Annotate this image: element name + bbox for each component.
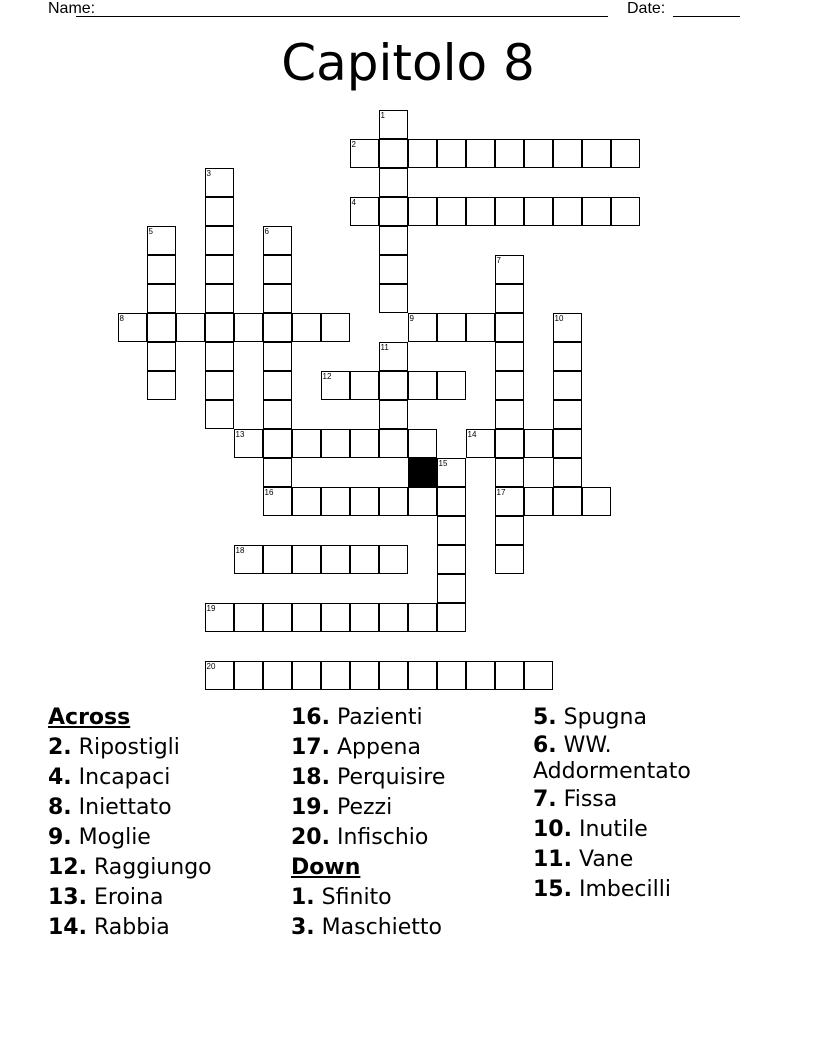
grid-cell[interactable] bbox=[263, 400, 292, 429]
grid-cell[interactable] bbox=[437, 603, 466, 632]
grid-cell[interactable] bbox=[234, 313, 263, 342]
grid-cell[interactable] bbox=[263, 603, 292, 632]
clue-number: 19 bbox=[206, 603, 216, 613]
grid-cell[interactable] bbox=[379, 139, 408, 168]
clue-down-7: 7. Fissa bbox=[533, 787, 618, 812]
grid-cell[interactable] bbox=[379, 487, 408, 516]
grid-cell[interactable] bbox=[495, 371, 524, 400]
grid-cell[interactable] bbox=[466, 661, 495, 690]
grid-cell[interactable] bbox=[495, 458, 524, 487]
clue-number: 8 bbox=[119, 313, 124, 323]
grid-cell[interactable] bbox=[263, 661, 292, 690]
grid-cell[interactable] bbox=[495, 661, 524, 690]
clue-number: 7 bbox=[496, 255, 501, 265]
clue-number: 18 bbox=[235, 545, 245, 555]
grid-cell[interactable] bbox=[147, 226, 176, 255]
grid-cell[interactable] bbox=[379, 603, 408, 632]
grid-cell[interactable] bbox=[495, 545, 524, 574]
grid-cell[interactable] bbox=[495, 342, 524, 371]
grid-cell[interactable] bbox=[292, 545, 321, 574]
grid-cell[interactable] bbox=[437, 313, 466, 342]
grid-cell[interactable] bbox=[495, 487, 524, 516]
grid-cell[interactable] bbox=[350, 429, 379, 458]
grid-cell[interactable] bbox=[524, 661, 553, 690]
name-label: Name: bbox=[48, 0, 96, 17]
clue-down-10: 10. Inutile bbox=[533, 817, 648, 842]
clue-down-6: 6. WW. Addormentato bbox=[533, 733, 691, 784]
grid-cell[interactable] bbox=[205, 313, 234, 342]
grid-cell[interactable] bbox=[321, 603, 350, 632]
grid-cell[interactable] bbox=[582, 487, 611, 516]
grid-cell[interactable] bbox=[292, 603, 321, 632]
grid-cell[interactable] bbox=[582, 197, 611, 226]
grid-cell[interactable] bbox=[437, 197, 466, 226]
grid-cell[interactable] bbox=[147, 371, 176, 400]
grid-cell[interactable] bbox=[321, 429, 350, 458]
black-cell bbox=[408, 458, 437, 487]
grid-cell[interactable] bbox=[379, 168, 408, 197]
grid-cell[interactable] bbox=[408, 313, 437, 342]
clue-across-16: 16. Pazienti bbox=[291, 705, 423, 730]
grid-cell[interactable] bbox=[205, 400, 234, 429]
grid-cell[interactable] bbox=[350, 487, 379, 516]
grid-cell[interactable] bbox=[408, 429, 437, 458]
grid-cell[interactable] bbox=[582, 139, 611, 168]
grid-cell[interactable] bbox=[350, 139, 379, 168]
clue-number: 3 bbox=[206, 168, 211, 178]
grid-cell[interactable] bbox=[147, 284, 176, 313]
grid-cell[interactable] bbox=[408, 371, 437, 400]
grid-cell[interactable] bbox=[263, 342, 292, 371]
grid-cell[interactable] bbox=[524, 429, 553, 458]
grid-cell[interactable] bbox=[524, 487, 553, 516]
grid-cell[interactable] bbox=[205, 371, 234, 400]
clue-down-3: 3. Maschietto bbox=[291, 915, 442, 940]
date-label: Date: bbox=[627, 0, 666, 17]
grid-cell[interactable] bbox=[553, 458, 582, 487]
grid-cell[interactable] bbox=[379, 255, 408, 284]
clue-number: 20 bbox=[206, 661, 216, 671]
clue-number: 13 bbox=[235, 429, 245, 439]
grid-cell[interactable] bbox=[205, 197, 234, 226]
grid-cell[interactable] bbox=[495, 255, 524, 284]
grid-cell[interactable] bbox=[263, 313, 292, 342]
grid-cell[interactable] bbox=[379, 284, 408, 313]
grid-cell[interactable] bbox=[408, 487, 437, 516]
clue-across-2: 2. Ripostigli bbox=[48, 735, 180, 760]
grid-cell[interactable] bbox=[553, 139, 582, 168]
clue-number: 17 bbox=[496, 487, 506, 497]
grid-cell[interactable] bbox=[350, 603, 379, 632]
grid-cell[interactable] bbox=[205, 255, 234, 284]
grid-cell[interactable] bbox=[263, 545, 292, 574]
grid-cell[interactable] bbox=[495, 429, 524, 458]
grid-cell[interactable] bbox=[350, 545, 379, 574]
grid-cell[interactable] bbox=[205, 284, 234, 313]
grid-cell[interactable] bbox=[205, 661, 234, 690]
clue-number: 10 bbox=[554, 313, 564, 323]
clue-column-3 bbox=[533, 703, 743, 905]
grid-cell[interactable] bbox=[263, 226, 292, 255]
grid-cell[interactable] bbox=[263, 255, 292, 284]
clue-down-1: 1. Sfinito bbox=[291, 885, 392, 910]
grid-cell[interactable] bbox=[466, 139, 495, 168]
clue-across-9: 9. Moglie bbox=[48, 825, 151, 850]
grid-cell[interactable] bbox=[263, 429, 292, 458]
grid-cell[interactable] bbox=[321, 661, 350, 690]
grid-cell[interactable] bbox=[234, 429, 263, 458]
clue-number: 9 bbox=[409, 313, 414, 323]
grid-cell[interactable] bbox=[437, 661, 466, 690]
clue-number: 5 bbox=[148, 226, 153, 236]
clue-number: 4 bbox=[351, 197, 356, 207]
grid-cell[interactable] bbox=[234, 545, 263, 574]
clue-across-20: 20. Infischio bbox=[291, 825, 429, 850]
grid-cell[interactable] bbox=[553, 342, 582, 371]
grid-cell[interactable] bbox=[379, 197, 408, 226]
clue-across-8: 8. Iniettato bbox=[48, 795, 172, 820]
grid-cell[interactable] bbox=[118, 313, 147, 342]
grid-cell[interactable] bbox=[292, 313, 321, 342]
grid-cell[interactable] bbox=[350, 197, 379, 226]
clue-across-18: 18. Perquisire bbox=[291, 765, 446, 790]
clue-number: 15 bbox=[438, 458, 448, 468]
grid-cell[interactable] bbox=[350, 661, 379, 690]
clue-across-4: 4. Incapaci bbox=[48, 765, 171, 790]
grid-cell[interactable] bbox=[466, 313, 495, 342]
grid-cell[interactable] bbox=[292, 429, 321, 458]
grid-cell[interactable] bbox=[495, 139, 524, 168]
page-title: Capitolo 8 bbox=[281, 34, 535, 92]
grid-cell[interactable] bbox=[553, 400, 582, 429]
grid-cell[interactable] bbox=[379, 110, 408, 139]
clue-column-1 bbox=[48, 703, 212, 943]
clue-number: 1 bbox=[380, 110, 385, 120]
grid-cell[interactable] bbox=[408, 139, 437, 168]
clue-down-5: 5. Spugna bbox=[533, 705, 647, 730]
grid-cell[interactable] bbox=[234, 661, 263, 690]
clue-number: 6 bbox=[264, 226, 269, 236]
clue-down-11: 11. Vane bbox=[533, 847, 634, 872]
grid-cell[interactable] bbox=[437, 371, 466, 400]
grid-cell[interactable] bbox=[292, 661, 321, 690]
grid-cell[interactable] bbox=[611, 139, 640, 168]
grid-cell[interactable] bbox=[495, 313, 524, 342]
grid-cell[interactable] bbox=[466, 429, 495, 458]
grid-cell[interactable] bbox=[147, 313, 176, 342]
grid-cell[interactable] bbox=[321, 545, 350, 574]
clue-across-14: 14. Rabbia bbox=[48, 915, 170, 940]
grid-cell[interactable] bbox=[495, 400, 524, 429]
grid-cell[interactable] bbox=[553, 197, 582, 226]
grid-cell[interactable] bbox=[147, 342, 176, 371]
clue-across-17: 17. Appena bbox=[291, 735, 421, 760]
grid-cell[interactable] bbox=[437, 487, 466, 516]
grid-cell[interactable] bbox=[263, 284, 292, 313]
grid-cell[interactable] bbox=[205, 342, 234, 371]
clue-number: 14 bbox=[467, 429, 477, 439]
grid-cell[interactable] bbox=[379, 400, 408, 429]
clue-across-13: 13. Eroina bbox=[48, 885, 164, 910]
grid-cell[interactable] bbox=[408, 603, 437, 632]
grid-cell[interactable] bbox=[553, 429, 582, 458]
grid-cell[interactable] bbox=[379, 429, 408, 458]
grid-cell[interactable] bbox=[495, 197, 524, 226]
grid-cell[interactable] bbox=[263, 371, 292, 400]
grid-cell[interactable] bbox=[321, 313, 350, 342]
clue-number: 16 bbox=[264, 487, 274, 497]
clue-across-19: 19. Pezzi bbox=[291, 795, 393, 820]
grid-cell[interactable] bbox=[437, 574, 466, 603]
grid-cell[interactable] bbox=[350, 371, 379, 400]
across-heading: Across bbox=[48, 705, 131, 730]
grid-cell[interactable] bbox=[205, 168, 234, 197]
grid-cell[interactable] bbox=[437, 516, 466, 545]
grid-cell[interactable] bbox=[524, 139, 553, 168]
clue-number: 11 bbox=[380, 342, 389, 352]
grid-cell[interactable] bbox=[495, 284, 524, 313]
grid-cell[interactable] bbox=[466, 197, 495, 226]
grid-cell[interactable] bbox=[263, 487, 292, 516]
grid-cell[interactable] bbox=[263, 458, 292, 487]
grid-cell[interactable] bbox=[379, 342, 408, 371]
grid-cell[interactable] bbox=[321, 371, 350, 400]
grid-cell[interactable] bbox=[553, 313, 582, 342]
down-heading: Down bbox=[291, 855, 361, 880]
clue-across-12: 12. Raggiungo bbox=[48, 855, 212, 880]
grid-cell[interactable] bbox=[379, 661, 408, 690]
grid-cell[interactable] bbox=[205, 226, 234, 255]
grid-cell[interactable] bbox=[379, 545, 408, 574]
grid-cell[interactable] bbox=[292, 487, 321, 516]
grid-cell[interactable] bbox=[437, 545, 466, 574]
grid-cell[interactable] bbox=[553, 487, 582, 516]
clue-column-2 bbox=[291, 703, 445, 943]
grid-cell[interactable] bbox=[437, 139, 466, 168]
grid-cell[interactable] bbox=[147, 255, 176, 284]
grid-cell[interactable] bbox=[408, 661, 437, 690]
grid-cell[interactable] bbox=[553, 371, 582, 400]
grid-cell[interactable] bbox=[321, 487, 350, 516]
clue-number: 12 bbox=[322, 371, 332, 381]
grid-cell[interactable] bbox=[176, 313, 205, 342]
grid-cell[interactable] bbox=[205, 603, 234, 632]
grid-cell[interactable] bbox=[379, 371, 408, 400]
grid-cell[interactable] bbox=[379, 226, 408, 255]
clue-down-15: 15. Imbecilli bbox=[533, 877, 671, 902]
grid-cell[interactable] bbox=[437, 458, 466, 487]
grid-cell[interactable] bbox=[495, 516, 524, 545]
grid-cell[interactable] bbox=[524, 197, 553, 226]
grid-cell[interactable] bbox=[408, 197, 437, 226]
grid-cell[interactable] bbox=[611, 197, 640, 226]
grid-cell[interactable] bbox=[234, 603, 263, 632]
clue-number: 2 bbox=[351, 139, 356, 149]
